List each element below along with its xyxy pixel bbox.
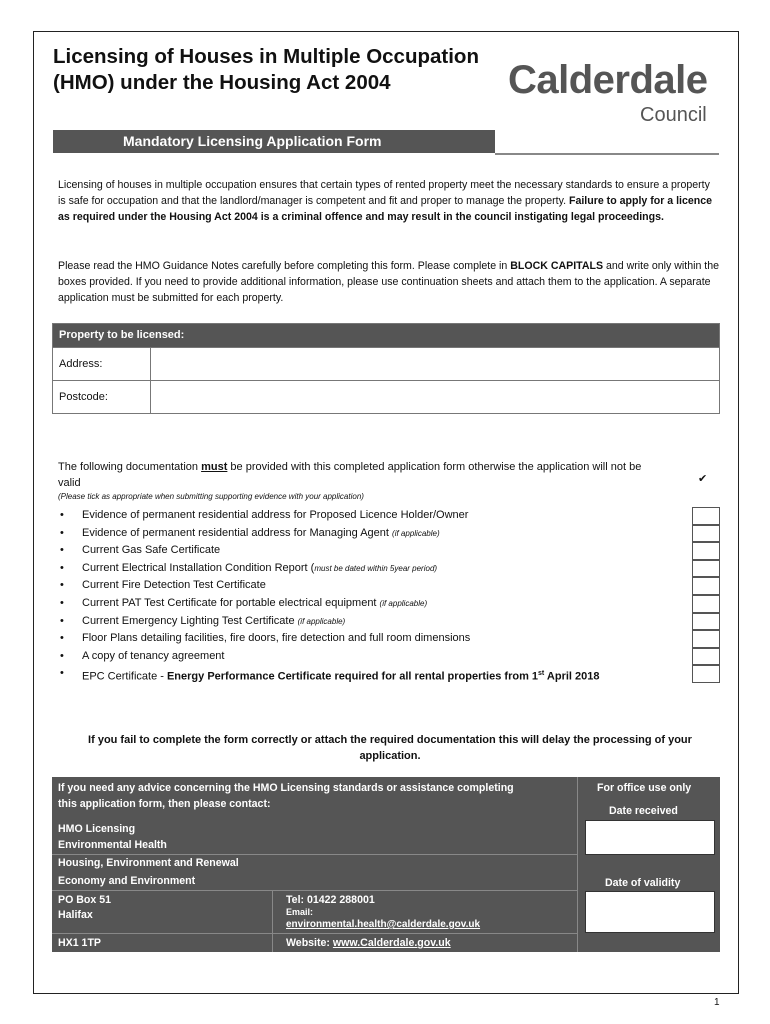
- email-label: Email:: [286, 907, 314, 917]
- postcode-field[interactable]: [151, 381, 719, 413]
- documentation-list: [58, 507, 718, 683]
- doc-item-note: must be dated within 5year period): [314, 563, 438, 573]
- intro-paragraph-1: [58, 177, 720, 225]
- contact-line-2: Environmental Health: [58, 839, 167, 851]
- documentation-intro: [58, 459, 658, 491]
- list-item: [58, 525, 718, 543]
- doc-item-text: Current Electrical Installation Condition Report (: [82, 561, 315, 574]
- doc-intro-must: must: [201, 461, 228, 473]
- address-label: Address:: [53, 348, 151, 380]
- website-label: [286, 935, 451, 951]
- contact-divider: [52, 890, 577, 891]
- block-capitals-text: BLOCK CAPITALS: [510, 260, 604, 272]
- contact-line-6: Halifax: [58, 909, 93, 921]
- bullet-icon: •: [60, 632, 64, 645]
- checkbox-7[interactable]: [692, 613, 720, 631]
- telephone: Tel: 01422 288001: [286, 894, 375, 906]
- list-item: [58, 595, 718, 613]
- advice-text: If you need any advice concerning the HMO Licensing standards or assistance completing this application form, then please contact:: [58, 782, 514, 810]
- page-number: 1: [714, 997, 720, 1008]
- delay-warning: If you fail to complete the form correctly or attach the required documentation this will delay the processing of your application.: [88, 734, 692, 762]
- office-divider: [577, 777, 578, 952]
- bullet-icon: •: [60, 579, 64, 592]
- contact-divider: [52, 933, 577, 934]
- documentation-note: (Please tick as appropriate when submitting supporting evidence with your application): [58, 492, 364, 501]
- address-field[interactable]: [151, 348, 719, 380]
- bullet-icon: •: [60, 509, 64, 521]
- email-link[interactable]: environmental.health@calderdale.gov.uk: [286, 919, 481, 930]
- tick-header-icon: ✔: [698, 473, 708, 485]
- contact-divider: [272, 890, 273, 952]
- list-item: [58, 630, 718, 648]
- checkbox-6[interactable]: [692, 595, 720, 613]
- checkbox-2[interactable]: [692, 525, 720, 543]
- list-item: [58, 613, 718, 631]
- intro-bold-warning: Failure to apply for a licence as required under the Housing Act 2004 is a criminal offence and may result in the council instigating legal proceedings.: [58, 195, 713, 223]
- list-item: [58, 507, 718, 525]
- contact-line-1: HMO Licensing: [58, 823, 136, 835]
- doc-item-note: (if applicable): [379, 598, 428, 608]
- postcode-label: Postcode:: [53, 381, 151, 413]
- list-item: [58, 542, 718, 560]
- epc-date-text: April 2018: [544, 671, 600, 683]
- instructions-text-a: Please read the HMO Guidance Notes carefully before completing this form. Please complete in: [58, 260, 511, 272]
- checkbox-4[interactable]: [692, 560, 720, 578]
- doc-item-text: Current Fire Detection Test Certificate: [82, 579, 266, 592]
- epc-bold-text: Energy Performance Certificate required for all rental properties from 1: [166, 671, 539, 683]
- office-use-label: For office use only: [597, 782, 692, 794]
- doc-item-text: Evidence of permanent residential address for Managing Agent: [82, 526, 393, 539]
- checkbox-9[interactable]: [692, 648, 720, 666]
- instructions-text-b: and write only within the boxes provided. If you need to provide additional information, please use continuation sheets and attach them to the application. A separate application must be submitted for each property.: [58, 260, 720, 304]
- calderdale-logo: Calderdale: [508, 58, 708, 102]
- list-item: [58, 648, 718, 666]
- bullet-icon: •: [60, 561, 64, 574]
- list-item-epc: [58, 665, 718, 683]
- checkbox-10[interactable]: [692, 665, 720, 683]
- website-link[interactable]: www.Calderdale.gov.uk: [332, 937, 451, 949]
- epc-superscript: st: [538, 670, 545, 678]
- bullet-icon: •: [60, 544, 64, 557]
- bullet-icon: •: [60, 649, 64, 662]
- doc-item-text: Current Gas Safe Certificate: [82, 544, 221, 557]
- date-validity-field[interactable]: [585, 891, 715, 933]
- doc-item-text: Floor Plans detailing facilities, fire doors, fire detection and full room dimensions: [82, 632, 471, 645]
- contact-panel: [52, 777, 720, 952]
- contact-line-7: HX1 1TP: [58, 937, 101, 949]
- header-rule: [495, 153, 719, 155]
- date-validity-label: Date of validity: [605, 877, 681, 889]
- bullet-icon: •: [60, 667, 64, 680]
- bullet-icon: •: [60, 526, 64, 539]
- checkbox-1[interactable]: [692, 507, 720, 525]
- doc-item-text: A copy of tenancy agreement: [82, 649, 225, 662]
- checkbox-8[interactable]: [692, 630, 720, 648]
- doc-intro-a: The following documentation: [58, 461, 202, 473]
- date-received-field[interactable]: [585, 820, 715, 855]
- bullet-icon: •: [60, 596, 64, 609]
- page-title: Licensing of Houses in Multiple Occupation (HMO) under the Housing Act 2004: [53, 45, 479, 94]
- intro-paragraph-2: [58, 258, 720, 306]
- checkbox-3[interactable]: [692, 542, 720, 560]
- list-item: [58, 560, 718, 578]
- doc-item-text: Current PAT Test Certificate for portable electrical equipment: [82, 596, 380, 609]
- checkbox-5[interactable]: [692, 577, 720, 595]
- doc-item-note: (if applicable): [297, 616, 346, 626]
- list-item: [58, 577, 718, 595]
- intro-text: Licensing of houses in multiple occupation ensures that certain types of rented property meet the necessary standards to ensure a property is safe for occupation and that the landlord/manager is competent and fit and proper to manage the property.: [58, 179, 710, 207]
- bullet-icon: •: [60, 614, 64, 627]
- council-logo-text: Council: [640, 104, 707, 126]
- form-subtitle: Mandatory Licensing Application Form: [53, 130, 495, 153]
- property-heading: Property to be licensed:: [53, 324, 719, 347]
- date-received-label: Date received: [609, 805, 678, 817]
- epc-text: EPC Certificate -: [82, 671, 167, 683]
- website-label-text: Website:: [286, 937, 333, 949]
- postcode-row: [53, 380, 719, 413]
- property-table: [52, 323, 720, 414]
- contact-line-3: Housing, Environment and Renewal: [58, 857, 239, 869]
- contact-line-4: Economy and Environment: [58, 875, 196, 887]
- doc-item-text: Evidence of permanent residential address for Proposed Licence Holder/Owner: [82, 509, 469, 521]
- doc-item-text: Current Emergency Lighting Test Certificate: [82, 614, 298, 627]
- contact-line-5: PO Box 51: [58, 894, 111, 906]
- doc-item-note: (if applicable): [392, 528, 440, 538]
- doc-intro-b: be provided with this completed application form otherwise the application will not be valid: [58, 461, 642, 489]
- address-row: [53, 347, 719, 380]
